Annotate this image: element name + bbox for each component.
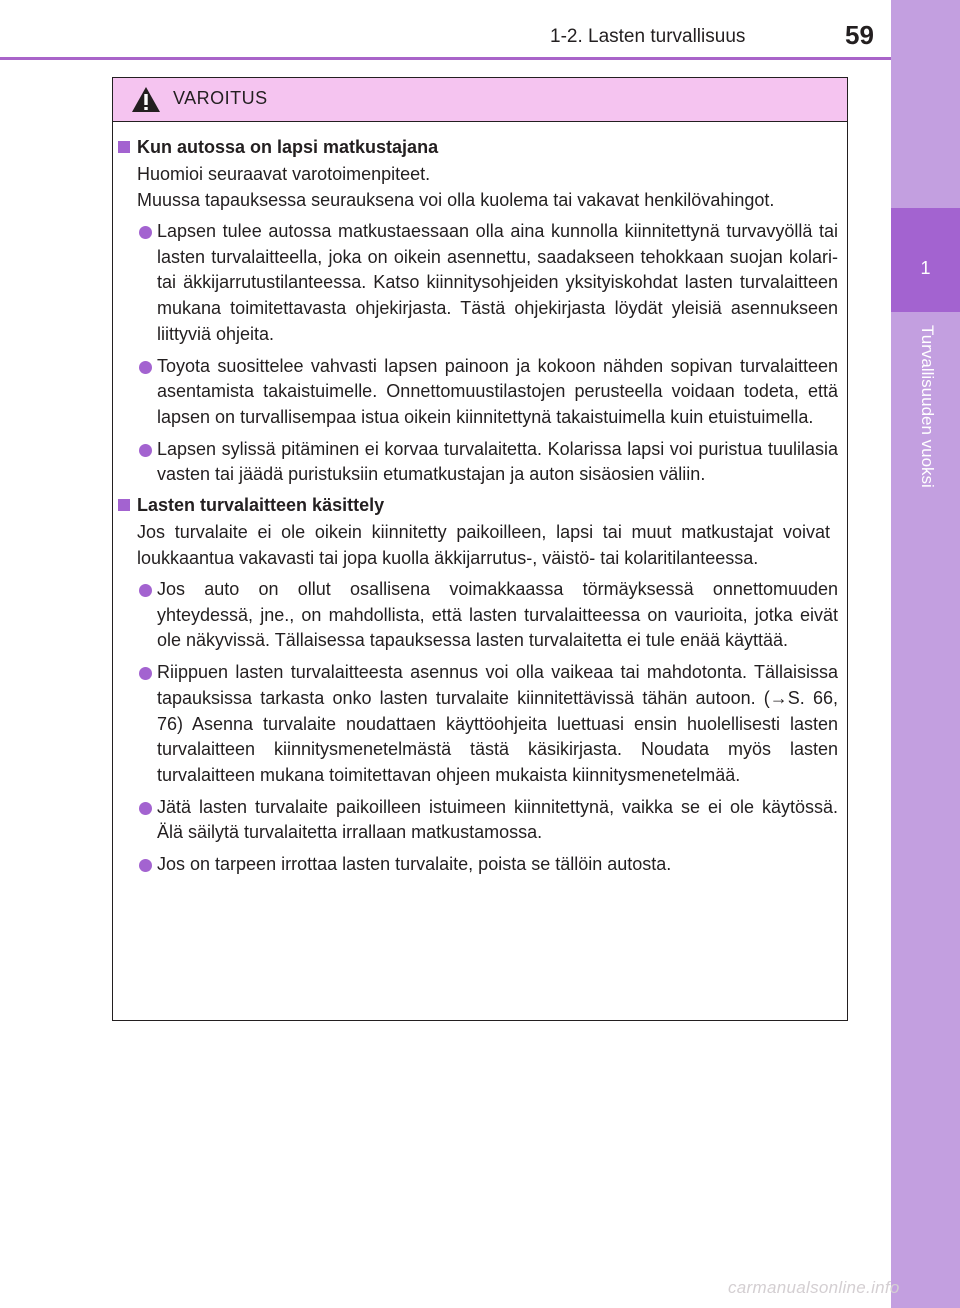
watermark: carmanualsonline.info [728,1278,900,1297]
bullet-dot-icon [139,226,152,239]
warning-triangle-icon [131,86,161,118]
warning-section-child-passenger [117,134,846,488]
square-bullet-icon [118,141,130,153]
header-rule [0,57,891,60]
list-item: Jos on tarpeen irrottaa lasten turvalaite, poista se tällöin autosta. [117,852,846,878]
warning-section-seat-handling [117,492,846,878]
warning-header [113,78,847,122]
warning-box [112,77,848,1021]
list-item: Jätä lasten turvalaite paikoilleen istuimeen kiinnitettynä, vaikka se ei ole käytössä. Älä säilytä turvalaitetta irrallaan matkustamossa. [117,795,846,846]
list-item: Jos auto on ollut osallisena voimakkaassa törmäyksessä onnettomuuden yhteydessä, jne., on mahdollista, että lasten turvalaitteessa on vaurioita, jotka eivät ole näkyvissä. Tällaisessa tapauksessa lasten turvalaitetta ei tule enää käyttää. [117,577,846,654]
section-heading: Lasten turvalaitteen käsittely [117,492,846,519]
list-item: Lapsen sylissä pitäminen ei korvaa turvalaitetta. Kolarissa lapsi voi puristua tuulilasia vasten tai jäädä puristuksiin etumatkustajan ja auton sisäosien väliin. [117,437,846,488]
bullet-dot-icon [139,859,152,872]
chapter-number-tab[interactable] [891,208,960,312]
chapter-number: 1 [920,258,931,278]
section-intro: Huomioi seuraavat varotoimenpiteet. Muussa tapauksessa seurauksena voi olla kuolema tai vakavat henkilövahingot. [137,164,775,210]
warning-body [113,134,846,878]
bullet-dot-icon [139,361,152,374]
list-item: Toyota suosittelee vahvasti lapsen painoon ja kokoon nähden sopivan turvalaitteen asentamista takaistuimelle. Onnettomuustilastojen perusteella voidaan todeta, että lapsen on turvallisempaa istua oikein kiinnitettynä takaistuimella kuin etuistuimella. [117,354,846,431]
page-number: 59 [845,20,874,50]
section-heading: Kun autossa on lapsi matkustajana [117,134,846,161]
bullet-dot-icon [139,584,152,597]
list-item: Lapsen tulee autossa matkustaessaan olla aina kunnolla kiinnitettynä turvavyöllä tai lasten turvalaitteella, joka on oikein asennettu, saadakseen tehokkaan suojan kolari- tai äkkijarrutustilanteessa. Katso kiinnitysohjeiden yksityiskohdat lasten turvalaitteen mukana toimitettavasta ohjekirjasta. Tästä ohjekirjasta löydät yleisiä asennukseen liittyviä ohjeita. [117,219,846,348]
square-bullet-icon [118,499,130,511]
chapter-side-tab [891,0,960,1308]
section-intro: Jos turvalaite ei ole oikein kiinnitetty paikoilleen, lapsi tai muut matkustajat voivat loukkaantua vakavasti tai jopa kuolla äkkijarrutus-, väistö- tai kolaritilanteessa. [137,522,830,568]
bullet-dot-icon [139,444,152,457]
bullet-dot-icon [139,802,152,815]
chapter-title: Turvallisuuden vuoksi [918,325,937,488]
list-item: Riippuen lasten turvalaitteesta asennus voi olla vaikeaa tai mahdotonta. Tällaisissa tapauksissa tarkasta onko lasten turvalaite kiinnitettävissä tähän autoon. (→S. 66, 76) Asenna turvalaite noudattaen käyttöohjeita luettuasi ensin huolellisesti lasten turvalaitteen kiinnitysmenetelmästä tästä käsikirjasta. Noudata myös lasten turvalaitteen mukana toimitettavan ohjeen mukaista kiinnitysmenetelmää. [117,660,846,789]
running-header-section: 1-2. Lasten turvallisuus [550,26,746,47]
bullet-dot-icon [139,667,152,680]
warning-title: VAROITUS [173,88,268,108]
